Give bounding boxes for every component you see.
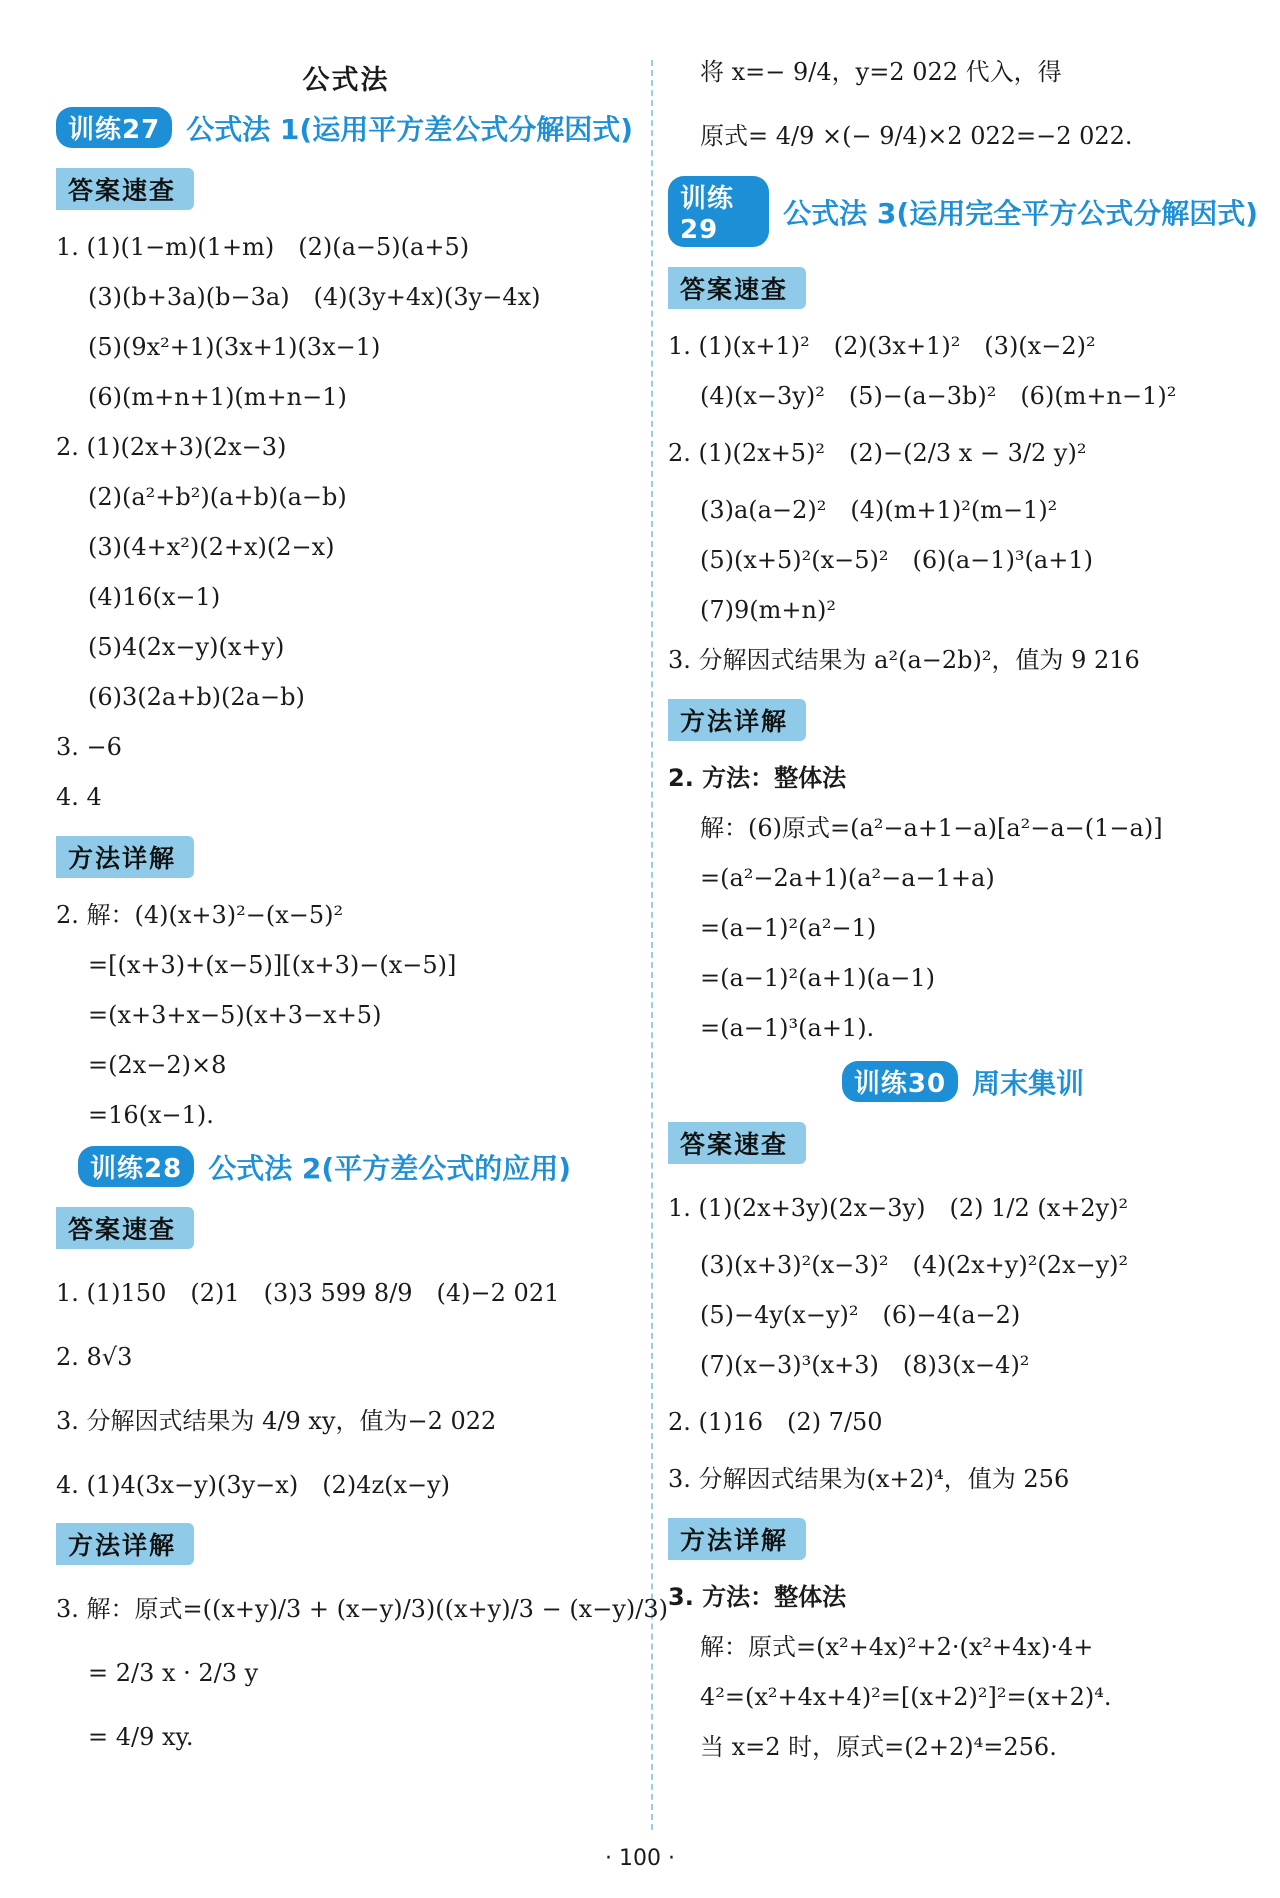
answer-line: (5)(9x²+1)(3x+1)(3x−1)	[88, 333, 381, 361]
training-badge: 训练29	[668, 176, 769, 247]
left-column	[56, 40, 668, 1769]
answer-line: (7)9(m+n)²	[700, 596, 836, 624]
section-answers: 答案速查	[56, 168, 194, 210]
method-line: =(a−1)³(a+1).	[700, 1014, 875, 1042]
section-answers: 答案速查	[668, 1122, 806, 1164]
method-line: 3. 方法：整体法	[668, 1583, 847, 1611]
method-line: 2. 方法：整体法	[668, 764, 847, 792]
training-27-header	[56, 107, 636, 148]
answer-line: (3)(x+3)²(x−3)² (4)(2x+y)²(2x−y)²	[700, 1251, 1129, 1279]
section-method: 方法详解	[668, 699, 806, 741]
answer-line: (6)(m+n+1)(m+n−1)	[88, 383, 347, 411]
answer-line: (3)a(a−2)² (4)(m+1)²(m−1)²	[700, 496, 1058, 524]
training-title: 周末集训	[972, 1066, 1085, 1100]
answer-line: 3. 分解因式结果为(x+2)⁴，值为 256	[668, 1465, 1070, 1493]
section-method: 方法详解	[56, 1523, 194, 1565]
method-line: = 4/9 xy.	[88, 1723, 194, 1751]
answer-line: 1. (1)150 (2)1 (3)3 599 8/9 (4)−2 021	[56, 1279, 560, 1307]
section-answers: 答案速查	[56, 1207, 194, 1249]
method-list	[56, 890, 636, 1140]
answer-line: (3)(4+x²)(2+x)(2−x)	[88, 533, 335, 561]
answer-line: 2. (1)16 (2) 7/50	[668, 1408, 883, 1436]
answer-line: 1. (1)(1−m)(1+m) (2)(a−5)(a+5)	[56, 233, 470, 261]
method-line: 2. 解：(4)(x+3)²−(x−5)²	[56, 901, 344, 929]
page-number: · 100 ·	[605, 1846, 675, 1871]
method-line: =[(x+3)+(x−5)][(x+3)−(x−5)]	[88, 951, 457, 979]
section-answers: 答案速查	[668, 267, 806, 309]
training-title: 公式法 3(运用完全平方公式分解因式)	[783, 196, 1258, 230]
answer-line: 3. 分解因式结果为 4/9 xy，值为−2 022	[56, 1407, 497, 1435]
method-line: 3. 解：原式=((x+y)/3 + (x−y)/3)((x+y)/3 − (x−y)/3)	[56, 1595, 668, 1623]
answer-line: (5)−4y(x−y)² (6)−4(a−2)	[700, 1301, 1021, 1329]
answer-line: 2. (1)(2x+3)(2x−3)	[56, 433, 287, 461]
answer-list	[56, 1261, 636, 1517]
method-line: =(2x−2)×8	[88, 1051, 227, 1079]
answer-line: (5)4(2x−y)(x+y)	[88, 633, 285, 661]
answer-line: (7)(x−3)³(x+3) (8)3(x−4)²	[700, 1351, 1030, 1379]
answer-line: (5)(x+5)²(x−5)² (6)(a−1)³(a+1)	[700, 546, 1093, 574]
method-line: =(a²−2a+1)(a²−a−1+a)	[700, 864, 995, 892]
answer-line: 1. (1)(2x+3y)(2x−3y) (2) 1/2 (x+2y)²	[668, 1194, 1129, 1222]
training-badge: 训练27	[56, 107, 172, 148]
method-line: 解：原式=(x²+4x)²+2·(x²+4x)·4+	[700, 1633, 1094, 1661]
answer-list	[668, 1176, 1258, 1504]
answer-line: (6)3(2a+b)(2a−b)	[88, 683, 305, 711]
page-title: 公式法	[302, 65, 390, 96]
training-badge: 训练30	[842, 1061, 958, 1102]
answer-line: 4. 4	[56, 783, 102, 811]
answer-line: 4. (1)4(3x−y)(3y−x) (2)4z(x−y)	[56, 1471, 451, 1499]
answer-line: (4)(x−3y)² (5)−(a−3b)² (6)(m+n−1)²	[700, 382, 1177, 410]
method-list	[668, 753, 1258, 1053]
training-badge: 训练28	[78, 1146, 194, 1187]
method-line: 将 x=− 9/4，y=2 022 代入，得	[700, 58, 1062, 86]
method-line: 解：(6)原式=(a²−a+1−a)[a²−a−(1−a)]	[700, 814, 1163, 842]
method-line: = 2/3 x · 2/3 y	[88, 1659, 259, 1687]
training-title: 公式法 1(运用平方差公式分解因式)	[186, 112, 634, 146]
training-29-header	[668, 176, 1258, 247]
answer-line: 2. (1)(2x+5)² (2)−(2/3 x − 3/2 y)²	[668, 439, 1087, 467]
answer-line: 1. (1)(x+1)² (2)(3x+1)² (3)(x−2)²	[668, 332, 1096, 360]
method-list	[668, 1572, 1258, 1772]
method-line: =(x+3+x−5)(x+3−x+5)	[88, 1001, 382, 1029]
method-line: 当 x=2 时，原式=(2+2)⁴=256.	[700, 1733, 1057, 1761]
answer-line: 2. 8√3	[56, 1343, 133, 1371]
section-method: 方法详解	[56, 836, 194, 878]
continued-solution	[668, 40, 1258, 168]
answer-line: (2)(a²+b²)(a+b)(a−b)	[88, 483, 347, 511]
answer-line: 3. 分解因式结果为 a²(a−2b)²，值为 9 216	[668, 646, 1140, 674]
right-column	[668, 40, 1258, 1772]
method-line: 4²=(x²+4x+4)²=[(x+2)²]²=(x+2)⁴.	[700, 1683, 1112, 1711]
answer-list	[56, 222, 636, 822]
answer-line: (4)16(x−1)	[88, 583, 221, 611]
section-method: 方法详解	[668, 1518, 806, 1560]
answer-line: (3)(b+3a)(b−3a) (4)(3y+4x)(3y−4x)	[88, 283, 541, 311]
column-divider	[651, 60, 653, 1830]
training-28-header	[78, 1146, 636, 1187]
answer-line: 3. −6	[56, 733, 122, 761]
method-list	[56, 1577, 668, 1769]
training-30-header	[668, 1061, 1258, 1102]
method-line: =16(x−1).	[88, 1101, 214, 1129]
method-line: =(a−1)²(a+1)(a−1)	[700, 964, 935, 992]
method-line: 原式= 4/9 ×(− 9/4)×2 022=−2 022.	[700, 122, 1133, 150]
training-title: 公式法 2(平方差公式的应用)	[208, 1151, 572, 1185]
answer-list	[668, 321, 1258, 685]
method-line: =(a−1)²(a²−1)	[700, 914, 877, 942]
